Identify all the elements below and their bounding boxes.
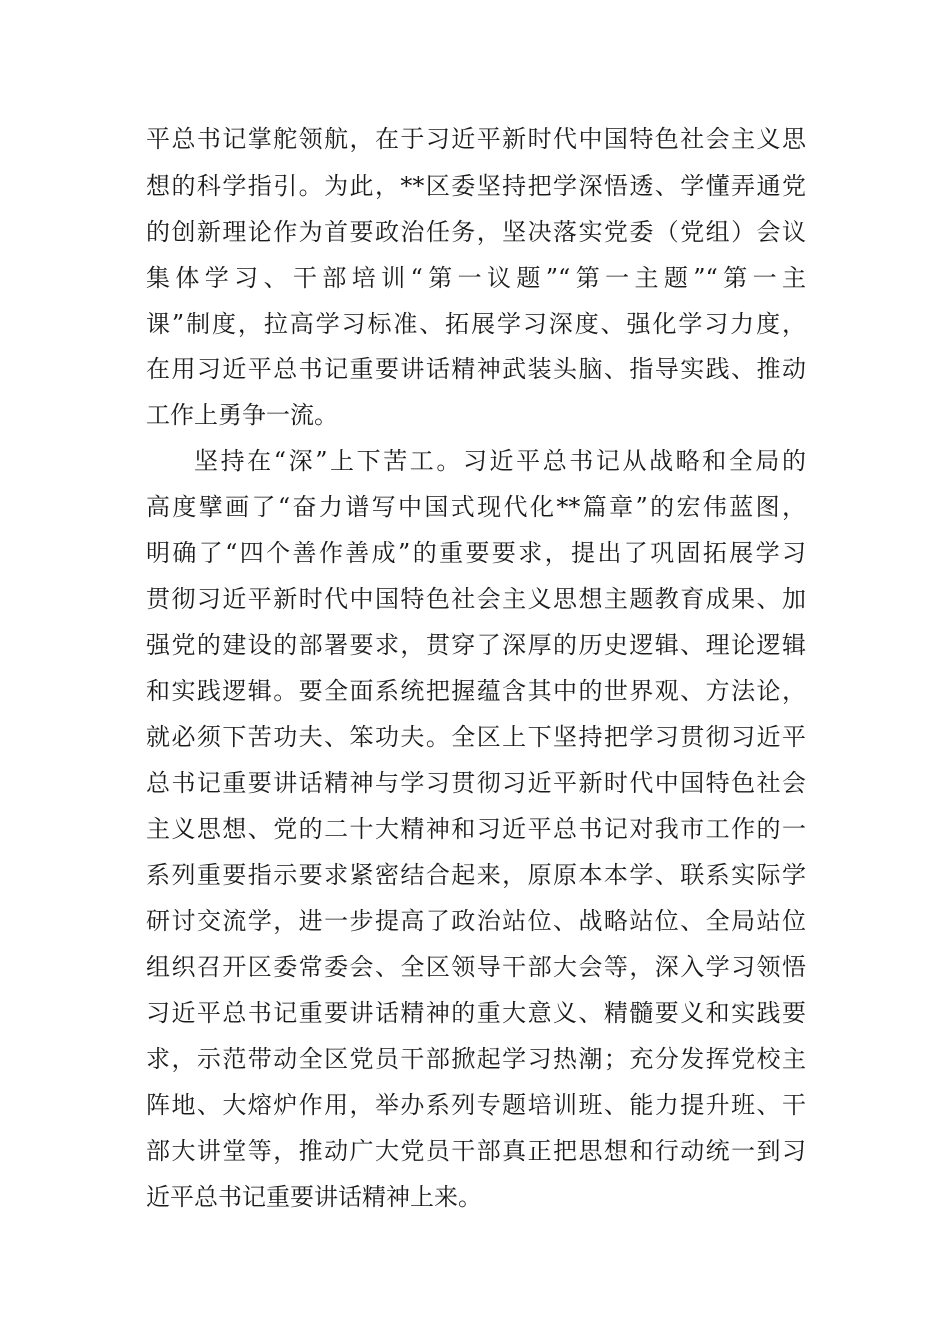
text-line: 研讨交流学，进一步提高了政治站位、战略站位、全局站位 <box>146 907 806 935</box>
text-line: 阵地、大熔炉作用，举办系列专题培训班、能力提升班、干 <box>146 1091 806 1119</box>
text-line: 习近平总书记重要讲话精神的重大意义、精髓要义和实践要 <box>146 999 806 1027</box>
text-line: 坚持在“深”上下苦工。习近平总书记从战略和全局的 <box>194 447 806 475</box>
text-line: 求，示范带动全区党员干部掀起学习热潮；充分发挥党校主 <box>146 1045 806 1073</box>
text-line: 集体学习、干部培训“第一议题”“第一主题”“第一主 <box>146 264 806 292</box>
text-line: 平总书记掌舵领航，在于习近平新时代中国特色社会主义思 <box>146 125 806 153</box>
text-line: 组织召开区委常委会、全区领导干部大会等，深入学习领悟 <box>146 953 806 981</box>
text-line: 贯彻习近平新时代中国特色社会主义思想主题教育成果、加 <box>146 585 806 613</box>
text-line: 明确了“四个善作善成”的重要要求，提出了巩固拓展学习 <box>146 539 806 567</box>
text-line: 的创新理论作为首要政治任务，坚决落实党委（党组）会议 <box>146 218 806 246</box>
text-line: 近平总书记重要讲话精神上来。 <box>146 1183 482 1211</box>
text-line: 工作上勇争一流。 <box>146 401 338 429</box>
text-line: 部大讲堂等，推动广大党员干部真正把思想和行动统一到习 <box>146 1137 806 1165</box>
text-line: 课”制度，拉高学习标准、拓展学习深度、强化学习力度， <box>146 310 806 338</box>
text-line: 就必须下苦功夫、笨功夫。全区上下坚持把学习贯彻习近平 <box>146 723 806 751</box>
text-line: 想的科学指引。为此，**区委坚持把学深悟透、学懂弄通党 <box>146 172 806 200</box>
text-line: 高度擘画了“奋力谱写中国式现代化**篇章”的宏伟蓝图， <box>146 493 806 521</box>
text-line: 和实践逻辑。要全面系统把握蕴含其中的世界观、方法论， <box>146 677 806 705</box>
text-line: 在用习近平总书记重要讲话精神武装头脑、指导实践、推动 <box>146 355 806 383</box>
text-line: 主义思想、党的二十大精神和习近平总书记对我市工作的一 <box>146 815 806 843</box>
text-line: 总书记重要讲话精神与学习贯彻习近平新时代中国特色社会 <box>146 769 806 797</box>
text-line: 系列重要指示要求紧密结合起来，原原本本学、联系实际学 <box>146 861 806 889</box>
text-line: 强党的建设的部署要求，贯穿了深厚的历史逻辑、理论逻辑 <box>146 631 806 659</box>
